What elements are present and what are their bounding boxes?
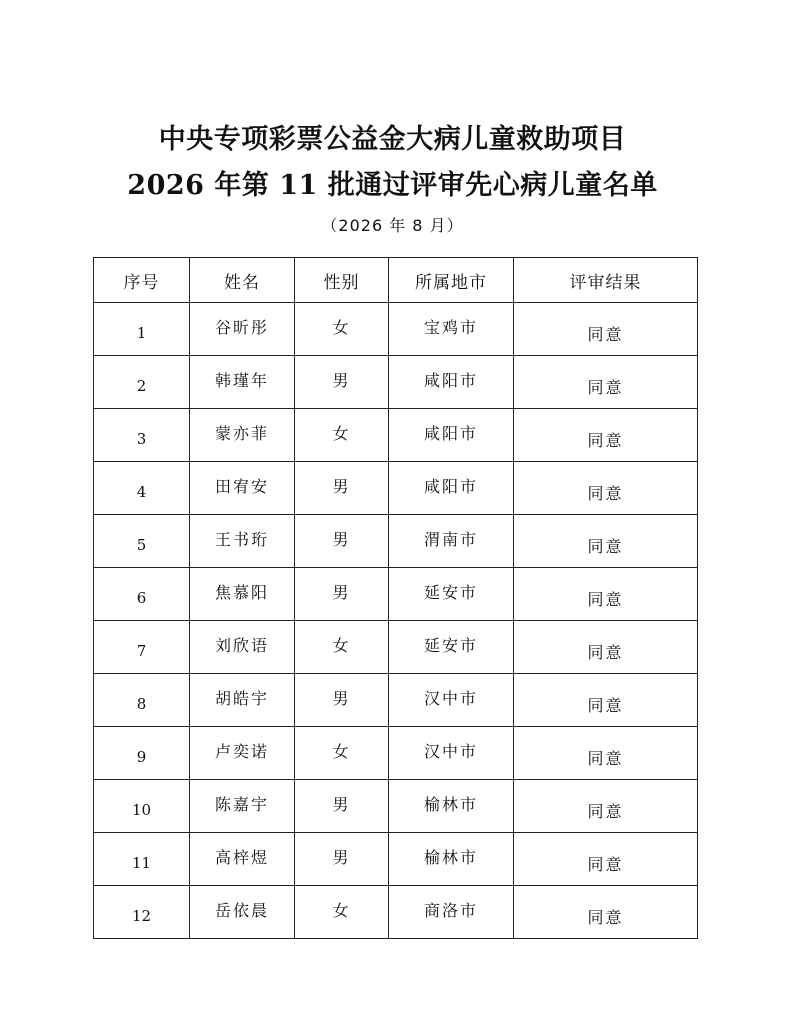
document-title-line-1: 中央专项彩票公益金大病儿童救助项目 [158, 124, 627, 155]
document-date: （2026 年 8 月） [321, 216, 464, 235]
table-row [94, 303, 698, 356]
header-name: 姓名 [190, 258, 295, 303]
row-name: 高梓煜 [190, 833, 295, 886]
row-city: 咸阳市 [389, 356, 514, 409]
table-row [94, 462, 698, 515]
row-result: 同意 [514, 674, 698, 727]
row-name: 蒙亦菲 [190, 409, 295, 462]
row-gender: 女 [295, 409, 389, 462]
row-name: 田宥安 [190, 462, 295, 515]
table-row [94, 621, 698, 674]
table-row [94, 674, 698, 727]
children-roster-table [93, 257, 698, 939]
table-row [94, 727, 698, 780]
row-gender: 男 [295, 356, 389, 409]
row-num: 3 [94, 409, 190, 462]
row-name: 胡皓宇 [190, 674, 295, 727]
row-name: 韩瑾年 [190, 356, 295, 409]
row-city: 汉中市 [389, 727, 514, 780]
row-gender: 男 [295, 568, 389, 621]
row-gender: 男 [295, 515, 389, 568]
row-result: 同意 [514, 356, 698, 409]
row-result: 同意 [514, 833, 698, 886]
table-row [94, 409, 698, 462]
row-gender: 女 [295, 303, 389, 356]
row-gender: 男 [295, 674, 389, 727]
row-gender: 男 [295, 780, 389, 833]
table-header-row [94, 258, 698, 303]
row-result: 同意 [514, 727, 698, 780]
table-row [94, 780, 698, 833]
table-row [94, 568, 698, 621]
row-name: 卢奕诺 [190, 727, 295, 780]
row-num: 7 [94, 621, 190, 674]
row-city: 延安市 [389, 621, 514, 674]
row-result: 同意 [514, 409, 698, 462]
row-gender: 女 [295, 621, 389, 674]
table-row [94, 356, 698, 409]
row-result: 同意 [514, 303, 698, 356]
table-row [94, 886, 698, 939]
row-city: 商洛市 [389, 886, 514, 939]
row-city: 汉中市 [389, 674, 514, 727]
row-num: 9 [94, 727, 190, 780]
row-gender: 男 [295, 462, 389, 515]
row-name: 王书珩 [190, 515, 295, 568]
row-result: 同意 [514, 515, 698, 568]
row-name: 岳依晨 [190, 886, 295, 939]
table-row [94, 515, 698, 568]
row-num: 11 [94, 833, 190, 886]
row-num: 1 [94, 303, 190, 356]
row-num: 6 [94, 568, 190, 621]
row-city: 渭南市 [389, 515, 514, 568]
row-name: 陈嘉宇 [190, 780, 295, 833]
row-name: 焦慕阳 [190, 568, 295, 621]
row-city: 榆林市 [389, 780, 514, 833]
header-result: 评审结果 [514, 258, 698, 303]
row-result: 同意 [514, 886, 698, 939]
row-num: 10 [94, 780, 190, 833]
header-city: 所属地市 [389, 258, 514, 303]
row-result: 同意 [514, 568, 698, 621]
header-gender: 性别 [295, 258, 389, 303]
row-gender: 女 [295, 886, 389, 939]
table-row [94, 833, 698, 886]
header-num: 序号 [94, 258, 190, 303]
row-result: 同意 [514, 462, 698, 515]
row-gender: 男 [295, 833, 389, 886]
row-num: 12 [94, 886, 190, 939]
row-city: 榆林市 [389, 833, 514, 886]
row-city: 咸阳市 [389, 462, 514, 515]
row-num: 8 [94, 674, 190, 727]
row-city: 宝鸡市 [389, 303, 514, 356]
row-num: 5 [94, 515, 190, 568]
row-result: 同意 [514, 780, 698, 833]
row-name: 谷昕彤 [190, 303, 295, 356]
row-gender: 女 [295, 727, 389, 780]
row-num: 4 [94, 462, 190, 515]
row-city: 咸阳市 [389, 409, 514, 462]
document-title-line-2: 2026 年第 11 批通过评审先心病儿童名单 [127, 170, 658, 201]
row-name: 刘欣语 [190, 621, 295, 674]
row-result: 同意 [514, 621, 698, 674]
row-city: 延安市 [389, 568, 514, 621]
row-num: 2 [94, 356, 190, 409]
